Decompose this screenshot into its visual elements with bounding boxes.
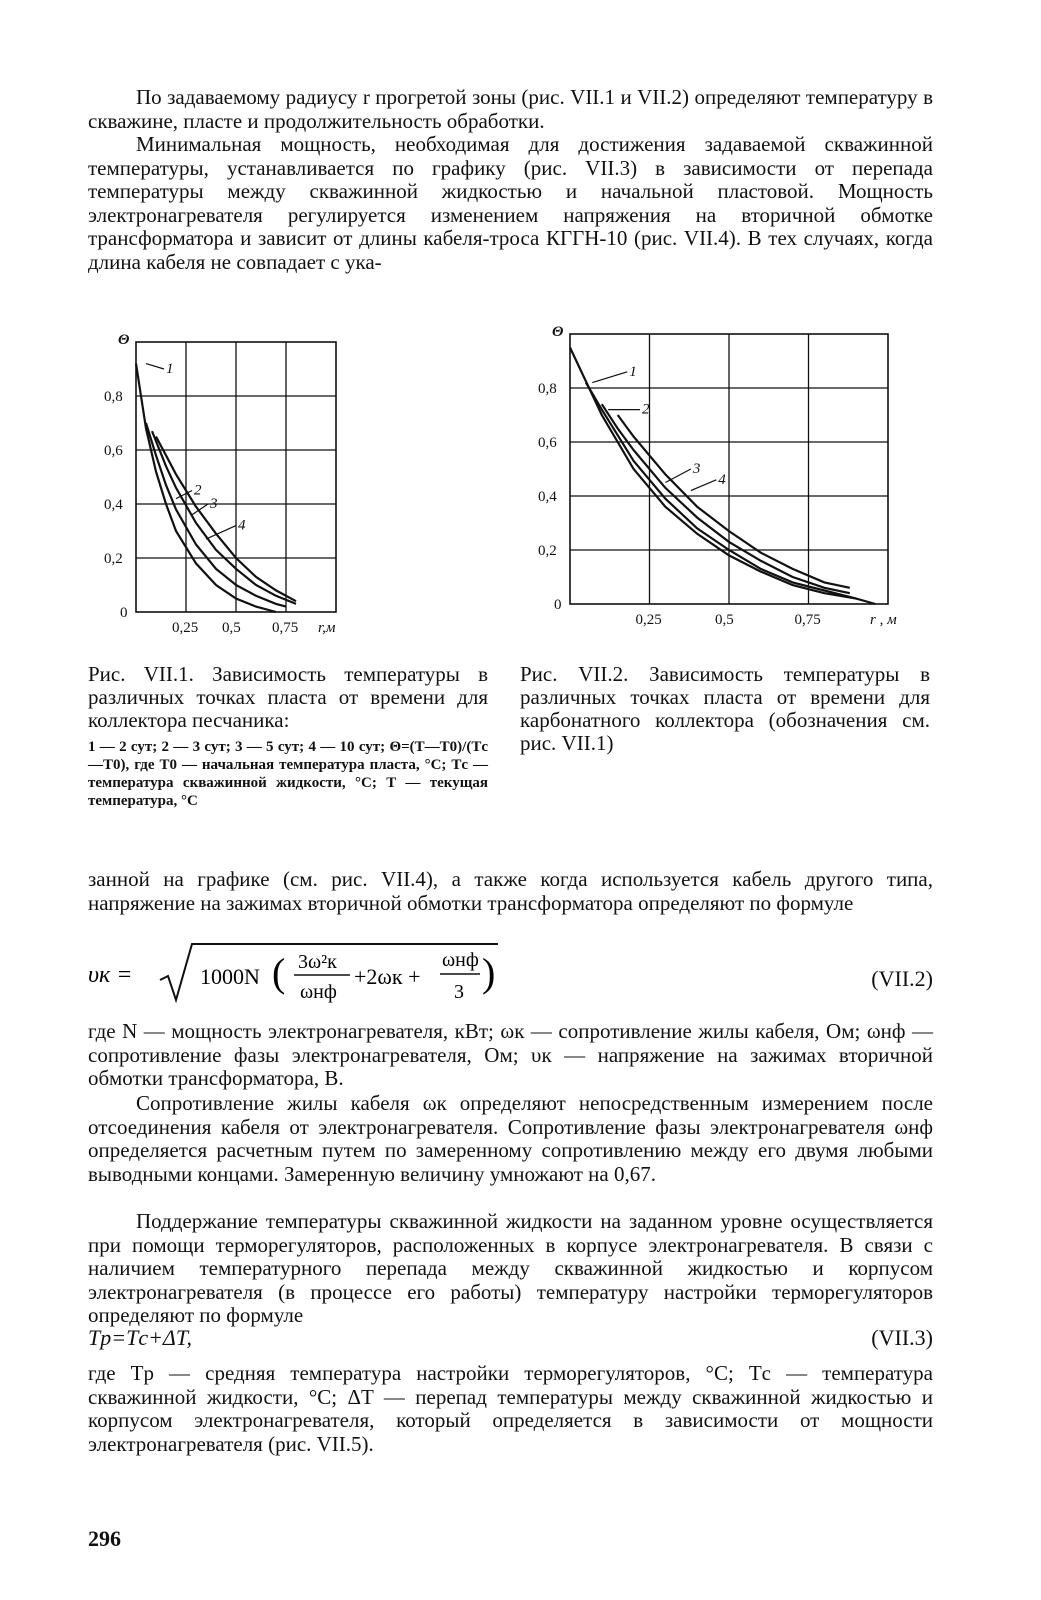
curve-label-leader bbox=[691, 480, 716, 491]
paragraph-5: Сопротивление жилы кабеля ωк определяют непосредственным измерением после отсоединения кабеля от электронагревателя. Сопротивление фазы электронагревателя ωнф определяется расчетным путем по замеренному сопротивлению между его двумя любыми выводными концами. Замеренную величину умножают на 0,67. bbox=[88, 1091, 933, 1186]
figure-1 bbox=[100, 330, 360, 650]
svg-text:ωнф: ωнф bbox=[442, 949, 479, 971]
figure-2-caption: Рис. VII.2. Зависимость температуры в различных точках пласта от времени для карбонатного коллектора (обозначения см. рис. VII.1) bbox=[520, 662, 930, 755]
paragraph-6: Поддержание температуры скважинной жидкости на заданном уровне осуществляется при помощи терморегуляторов, расположенных в корпусе электронагревателя. В связи с наличием температурного перепада между скважинной жидкостью и корпусом электронагревателя (в процессе его работы) температуру настройки терморегуляторов определяют по формуле bbox=[88, 1209, 933, 1327]
x-axis-label: r,м bbox=[318, 620, 336, 636]
x-tick-label: 0,25 bbox=[172, 620, 199, 636]
curve-label-leader bbox=[665, 469, 690, 483]
formula-vii-2-graphic bbox=[88, 938, 648, 1008]
x-tick-label: 0,5 bbox=[222, 620, 241, 636]
y-tick-label: 0,2 bbox=[538, 543, 557, 559]
y-tick-label: 0,2 bbox=[104, 551, 123, 567]
svg-text:3ω²к: 3ω²к bbox=[298, 951, 337, 973]
curve-label: 1 bbox=[166, 361, 174, 377]
x-tick-label: 0,75 bbox=[272, 620, 299, 636]
y-tick-label: 0,4 bbox=[538, 489, 557, 505]
figure-1-chart bbox=[100, 330, 360, 650]
formula-vii-3-text: Tр=Tс+ΔT, bbox=[88, 1325, 192, 1350]
x-tick-label: 0,5 bbox=[715, 612, 734, 628]
series-curve-2 bbox=[586, 383, 856, 599]
svg-text:(: ( bbox=[272, 950, 286, 995]
curve-label: 1 bbox=[629, 363, 637, 380]
paragraph-1: По задаваемому радиусу r прогретой зоны (рис. VII.1 и VII.2) определяют температуру в скважине, пласте и продолжительность обработки. bbox=[88, 85, 933, 133]
curve-label: 4 bbox=[718, 471, 726, 488]
y-axis-label: Θ bbox=[118, 332, 130, 348]
curve-label: 4 bbox=[238, 517, 246, 534]
formula-vii-2 bbox=[88, 938, 933, 1008]
paragraph-4: где N — мощность электронагревателя, кВт; ωк — сопротивление жилы кабеля, Ом; ωнф — сопротивление фазы электронагревателя, Ом; υк — напряжение на зажимах вторичной обмотки трансформатора, В. bbox=[88, 1019, 933, 1090]
series-curve-3 bbox=[152, 431, 296, 604]
curve-label: 3 bbox=[692, 461, 701, 477]
origin-label: 0 bbox=[554, 597, 562, 613]
formula-lhs: υк = bbox=[88, 962, 133, 988]
y-tick-label: 0,4 bbox=[104, 497, 123, 513]
formula-vii-3-number: (VII.3) bbox=[871, 1325, 933, 1350]
formula-vii-2-number: (VII.2) bbox=[871, 966, 933, 991]
paragraph-2: Минимальная мощность, необходимая для достижения задаваемой скважинной температуры, устанавливается по графику (рис. VII.3) в зависимости от перепада температуры между скважинной жидкостью и начальной пластовой. Мощность электронагревателя регулируется изменением напряжения на вторичной обмотке трансформатора и зависит от длины кабеля-троса КГГН-10 (рис. VII.4). В тех случаях, когда длина кабеля не совпадает с ука- bbox=[88, 132, 933, 274]
curve-label-leader bbox=[146, 364, 164, 369]
curve-label-leader bbox=[592, 372, 627, 383]
y-tick-label: 0,6 bbox=[538, 435, 557, 451]
x-tick-label: 0,25 bbox=[635, 612, 662, 628]
x-axis-label: r , м bbox=[870, 612, 897, 628]
formula-body: 1000N bbox=[200, 964, 260, 989]
curve-label: 2 bbox=[194, 482, 202, 499]
figure-2-chart bbox=[530, 312, 910, 637]
formula-vii-3 bbox=[88, 1325, 933, 1355]
page-number: 296 bbox=[88, 1526, 121, 1551]
svg-text:): ) bbox=[482, 950, 496, 995]
series-curve-3 bbox=[602, 401, 850, 593]
curve-label: 3 bbox=[210, 496, 218, 512]
paragraph-7: где Tр — средняя температура настройки терморегуляторов, °С; Tс — температура скважинной жидкости, °С; ΔT — перепад температуры между скважинной жидкостью и корпусом электронагревателя, который определяется в зависимости от мощности электронагревателя (рис. VII.5). bbox=[88, 1361, 933, 1456]
y-axis-label: Θ bbox=[552, 324, 564, 340]
x-tick-label: 0,75 bbox=[794, 612, 821, 628]
y-tick-label: 0,8 bbox=[104, 389, 123, 405]
series-curve-4 bbox=[618, 415, 850, 588]
origin-label: 0 bbox=[120, 605, 128, 621]
curve-label: 2 bbox=[641, 401, 650, 418]
y-tick-label: 0,8 bbox=[538, 381, 557, 397]
figure-1-caption: Рис. VII.1. Зависимость температуры в различных точках пласта от времени для коллектора песчаника: bbox=[88, 662, 488, 732]
svg-text:ωнф: ωнф bbox=[300, 981, 337, 1003]
paragraph-3: занной на графике (см. рис. VII.4), а также когда используется кабель другого типа, напряжение на зажимах вторичной обмотки трансформатора определяют по формуле bbox=[88, 867, 933, 915]
svg-text:3: 3 bbox=[454, 981, 464, 1003]
figure-2 bbox=[530, 312, 910, 637]
y-tick-label: 0,6 bbox=[104, 443, 123, 459]
svg-text:+2ωк +: +2ωк + bbox=[354, 964, 421, 989]
figure-1-legend-note: 1 — 2 сут; 2 — 3 сут; 3 — 5 сут; 4 — 10 сут; Θ=(T—T0)/(Tс—T0), где T0 — начальная температура пласта, °С; Tс — температура скважинной жидкости, °С; T — текущая температура, °С bbox=[88, 739, 488, 809]
